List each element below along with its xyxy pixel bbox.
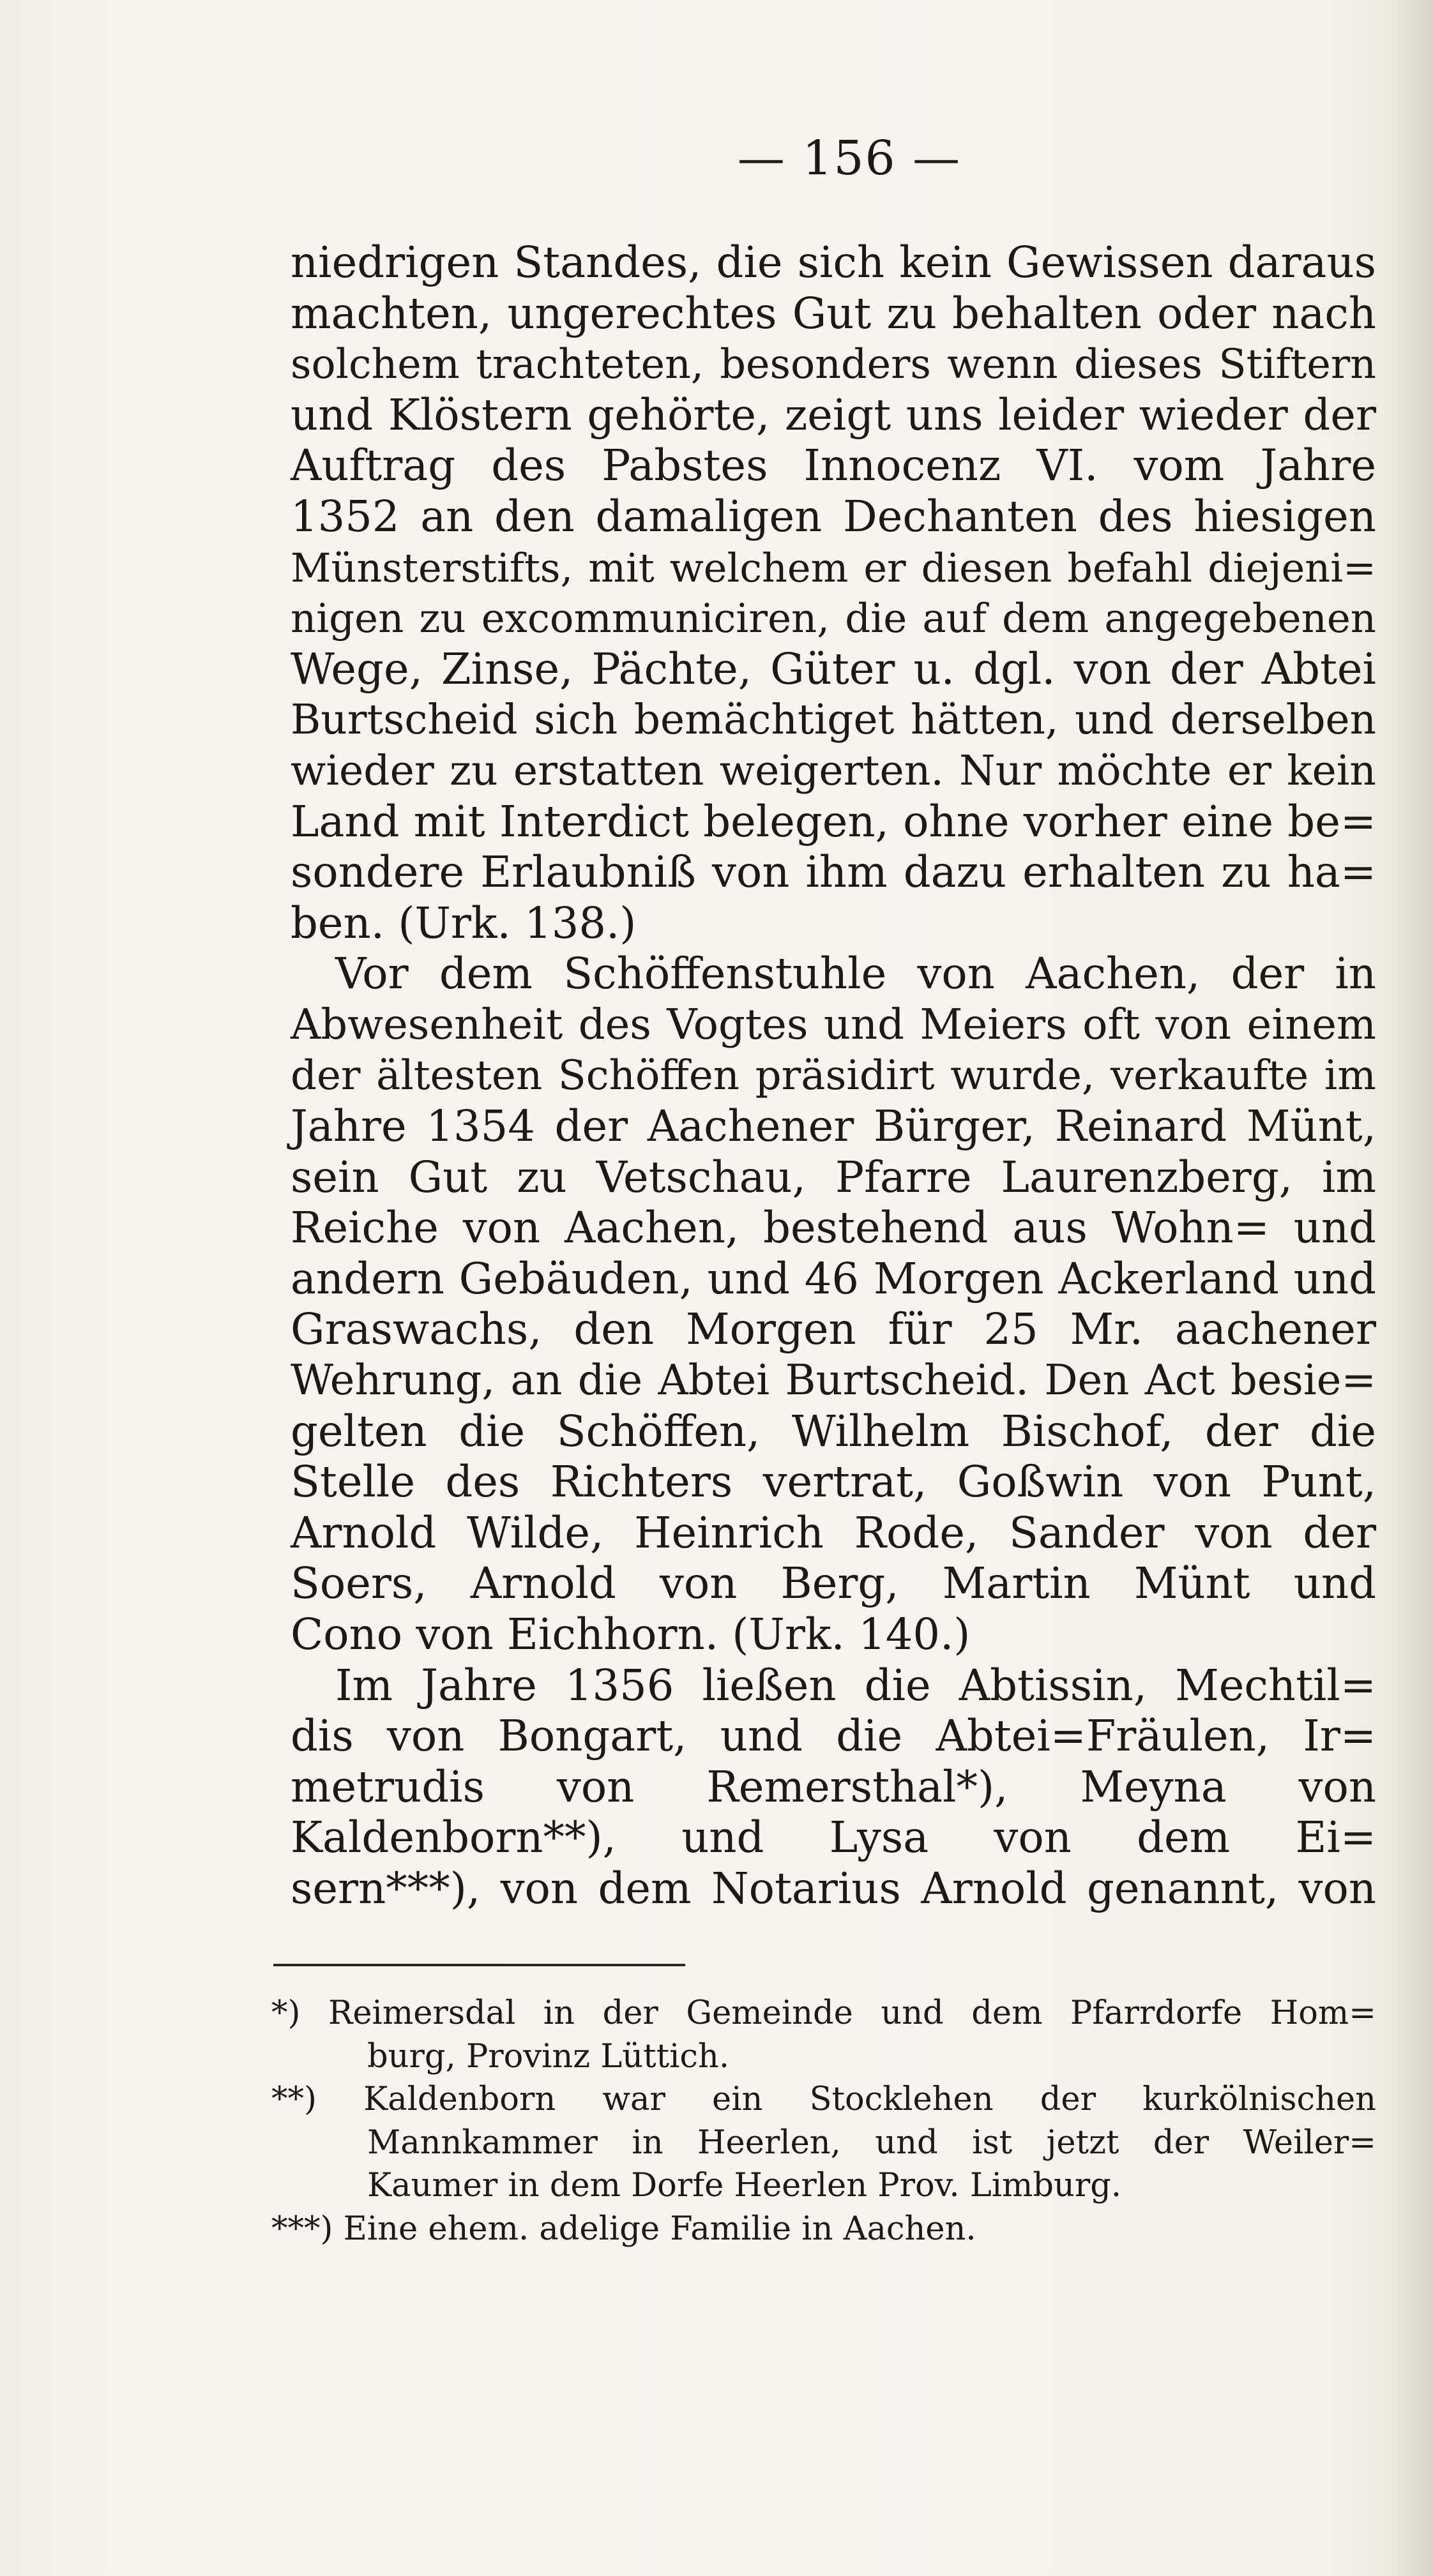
text-line: andern Gebäuden, und 46 Morgen Ackerland und	[291, 1253, 1376, 1304]
page-number: — 156 —	[737, 131, 962, 186]
footnote-line: ***) Eine ehem. adelige Familie in Aachen.	[271, 2210, 976, 2248]
text-line: Jahre 1354 der Aachener Bürger, Reinard Münt,	[291, 1101, 1376, 1152]
text-line: metrudis von Remersthal*), Meyna von	[291, 1761, 1376, 1812]
text-line: Im Jahre 1356 ließen die Abtissin, Mechtil=	[335, 1660, 1376, 1710]
text-line: niedrigen Standes, die sich kein Gewissen daraus	[291, 237, 1376, 287]
text-line: Burtscheid sich bemächtiget hätten, und derselben	[291, 696, 1376, 744]
text-line: solchem trachteten, besonders wenn dieses Stiftern	[291, 340, 1376, 388]
footnotes	[271, 1992, 1376, 2250]
footnote-line: Kaumer in dem Dorfe Heerlen Prov. Limburg.	[367, 2167, 1122, 2204]
footnote-line: burg, Provinz Lüttich.	[367, 2037, 730, 2075]
text-line: Cono von Eichhorn. (Urk. 140.)	[291, 1609, 971, 1660]
footnote-line: Mannkammer in Heerlen, und ist jetzt der Weiler=	[367, 2123, 1376, 2162]
footnote-line: **) Kaldenborn war ein Stocklehen der kurkölnischen	[271, 2081, 1376, 2118]
text-line: wieder zu erstatten weigerten. Nur möchte er kein	[291, 746, 1376, 795]
text-line: Auftrag des Pabstes Innocenz VI. vom Jahre	[291, 441, 1376, 491]
text-line: Wege, Zinse, Pächte, Güter u. dgl. von der Abtei	[291, 644, 1376, 694]
text-line: und Klöstern gehörte, zeigt uns leider wieder der	[291, 389, 1376, 440]
text-line: Reiche von Aachen, bestehend aus Wohn= und	[291, 1203, 1376, 1253]
text-line: Wehrung, an die Abtei Burtscheid. Den Act besie=	[291, 1356, 1376, 1405]
text-line: Graswachs, den Morgen für 25 Mr. aachener	[291, 1304, 1376, 1355]
text-line: Arnold Wilde, Heinrich Rode, Sander von der	[291, 1507, 1376, 1558]
text-line: ben. (Urk. 138.)	[291, 898, 637, 948]
text-line: gelten die Schöffen, Wilhelm Bischof, der die	[291, 1406, 1376, 1456]
text-line: sondere Erlaubniß von ihm dazu erhalten zu ha=	[291, 847, 1376, 898]
text-line: sein Gut zu Vetschau, Pfarre Laurenzberg, im	[291, 1152, 1376, 1202]
text-line: Soers, Arnold von Berg, Martin Münt und	[291, 1558, 1376, 1609]
text-line: Stelle des Richters vertrat, Goßwin von Punt,	[291, 1457, 1376, 1507]
text-line: Vor dem Schöffenstuhle von Aachen, der in	[335, 949, 1376, 999]
text-line: Abwesenheit des Vogtes und Meiers oft von einem	[291, 1000, 1376, 1049]
text-line: 1352 an den damaligen Dechanten des hiesigen	[291, 491, 1376, 541]
footnote-rule	[273, 1964, 685, 1966]
text-line: Münsterstifts, mit welchem er diesen befahl diejeni=	[291, 544, 1376, 591]
text-line: nigen zu excommuniciren, die auf dem angegebenen	[291, 595, 1376, 642]
footnote-line: *) Reimersdal in der Gemeinde und dem Pfarrdorfe Hom=	[271, 1994, 1376, 2032]
text-line: sern***), von dem Notarius Arnold genannt, von	[291, 1864, 1376, 1913]
text-line: der ältesten Schöffen präsidirt wurde, verkaufte im	[291, 1051, 1376, 1099]
text-line: machten, ungerechtes Gut zu behalten oder nach	[291, 288, 1376, 338]
text-line: Kaldenborn**), und Lysa von dem Ei=	[291, 1812, 1376, 1863]
text-line: Land mit Interdict belegen, ohne vorher eine be=	[291, 796, 1376, 847]
text-line: dis von Bongart, und die Abtei=Fräulen, Ir=	[291, 1711, 1376, 1761]
page-edge-shadow	[1388, 0, 1433, 2576]
body-text	[291, 237, 1376, 1915]
